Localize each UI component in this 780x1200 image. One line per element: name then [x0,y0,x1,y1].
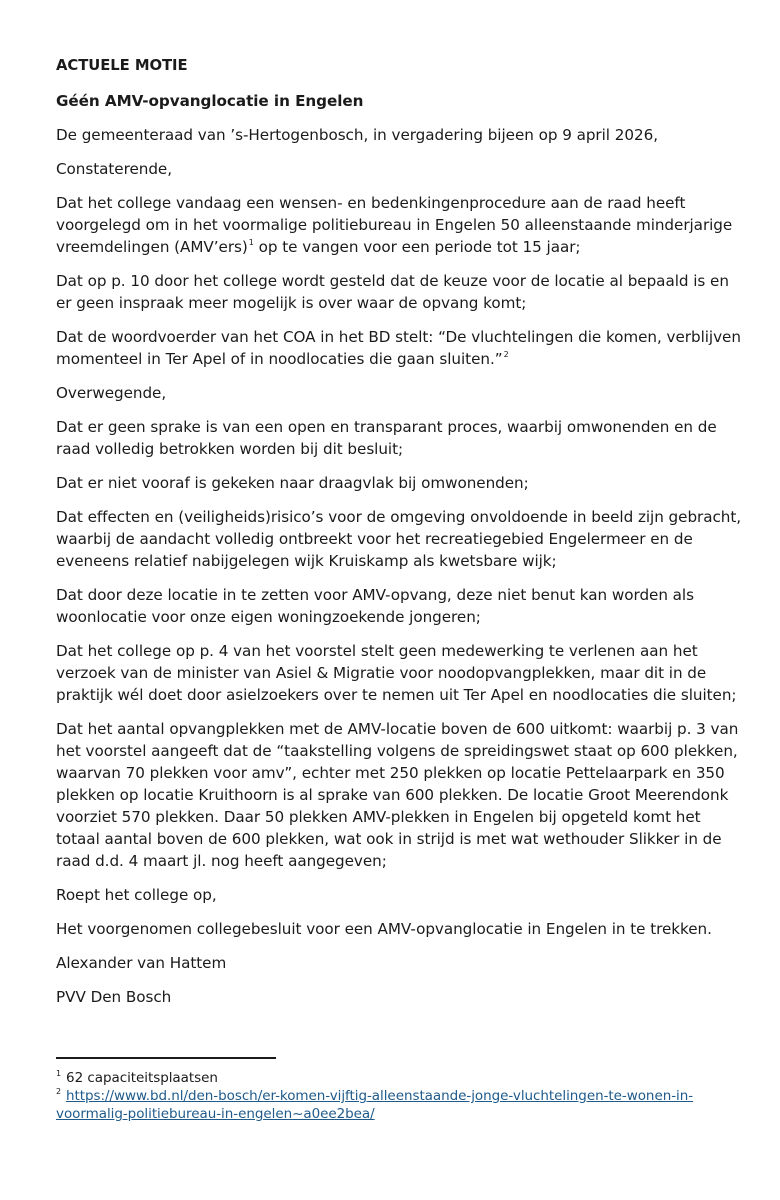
overwegende-item-1: Dat er geen sprake is van een open en transparant proces, waarbij omwonenden en de raad volledig betrokken worden bij dit besluit; [56,418,717,458]
constaterende-item-3 [56,326,746,370]
footnote-2-number: 2 [56,1087,62,1096]
overwegende-item-6: Dat het aantal opvangplekken met de AMV-locatie boven de 600 uitkomt: waarbij p. 3 van het voorstel aangeeft dat de “taakstelling volgens de spreidingswet staat op 600 plekken, waarvan 70 plekken voor amv”, echter met 250 plekken op locatie Pettelaarpark en 350 plekken op locatie Kruithoorn is al sprake van 600 plekken. De locatie Groot Meerendonk voorziet 570 plekken. Daar 50 plekken AMV-plekken in Engelen bij opgeteld komt het totaal aantal boven de 600 plekken, wat ook in strijd is met wat wethouder Slikker in de raad d.d. 4 maart jl. nog heeft aangegeven; [56,720,739,870]
footnotes-section [56,1057,746,1123]
footnote-divider [56,1057,276,1059]
roept-paragraph: Het voorgenomen collegebesluit voor een AMV-opvanglocatie in Engelen in te trekken. [56,920,712,938]
roept-heading: Roept het college op, [56,886,217,904]
footnote-2-link[interactable]: https://www.bd.nl/den-bosch/er-komen-vijftig-alleenstaande-jonge-vluchtelingen-te-wonen-in-voormalig-politiebureau-in-engelen~a0ee2bea/ [56,1088,694,1122]
signature-name: Alexander van Hattem [56,954,227,972]
footnote-1 [56,1069,746,1087]
document-title: ACTUELE MOTIE [56,57,188,74]
overwegende-item-2: Dat er niet vooraf is gekeken naar draagvlak bij omwonenden; [56,474,529,492]
footnote-1-number: 1 [56,1069,62,1078]
footnote-ref-1[interactable]: 1 [248,238,254,247]
constaterende-item-2: Dat op p. 10 door het college wordt gesteld dat de keuze voor de locatie al bepaald is en er geen inspraak meer mogelijk is over waar de opvang komt; [56,272,729,312]
footnote-2 [56,1087,746,1123]
overwegende-item-5: Dat het college op p. 4 van het voorstel stelt geen medewerking te verlenen aan het verzoek van de minister van Asiel & Migratie voor noodopvangplekken, maar dit in de praktijk wél doet door asielzoekers over te nemen uit Ter Apel en noodlocaties die sluiten; [56,642,737,704]
footnote-1-text: 62 capaciteitsplaatsen [66,1070,218,1086]
motion-body [56,55,746,1020]
overwegende-item-4: Dat door deze locatie in te zetten voor AMV-opvang, deze niet benut kan worden als woonlocatie voor onze eigen woningzoekende jongeren; [56,586,694,626]
constaterende-item-1-text-a: Dat het college vandaag een wensen- en bedenkingenprocedure aan de raad heeft voorgelegd om in het voormalige politiebureau in Engelen 50 alleenstaande minderjarige vreemdelingen (AMV’ers) [56,194,733,256]
motion-subtitle: Géén AMV-opvanglocatie in Engelen [56,92,364,110]
overwegende-heading: Overwegende, [56,384,167,402]
constaterende-heading: Constaterende, [56,160,172,178]
signature-party: PVV Den Bosch [56,988,172,1006]
footnote-ref-2[interactable]: 2 [503,350,509,359]
constaterende-item-1-text-b: op te vangen voor een periode tot 15 jaar; [253,238,581,256]
intro-paragraph: De gemeenteraad van ’s-Hertogenbosch, in vergadering bijeen op 9 april 2026, [56,126,658,144]
constaterende-item-3-text: Dat de woordvoerder van het COA in het BD stelt: “De vluchtelingen die komen, verblijven momenteel in Ter Apel of in noodlocaties die gaan sluiten.” [56,328,741,368]
constaterende-item-1 [56,192,746,258]
overwegende-item-3: Dat effecten en (veiligheids)risico’s voor de omgeving onvoldoende in beeld zijn gebracht, waarbij de aandacht volledig ontbreekt voor het recreatiegebied Engelermeer en de eveneens relatief nabijgelegen wijk Kruiskamp als kwetsbare wijk; [56,508,742,570]
